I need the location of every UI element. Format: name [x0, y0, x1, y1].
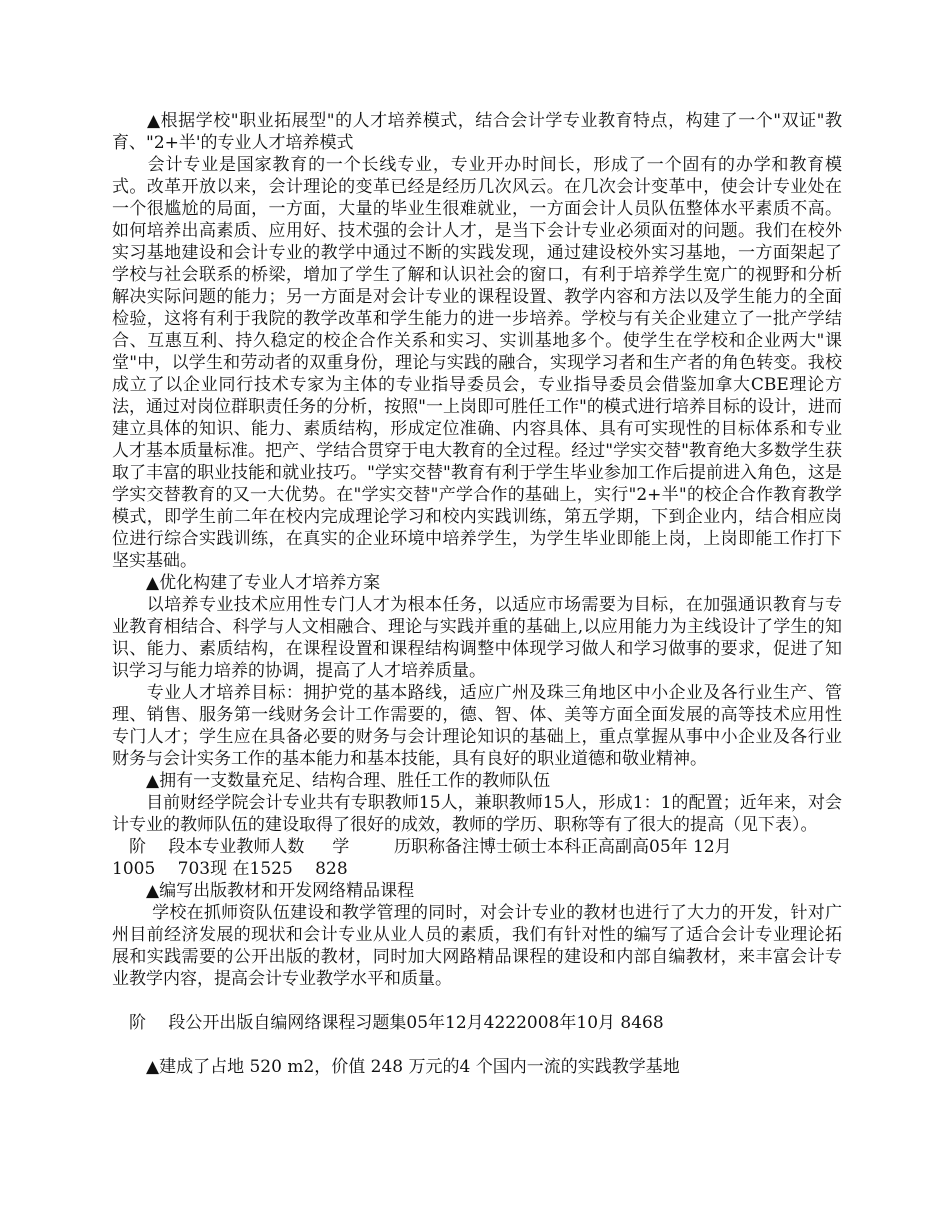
paragraph-training-plan: 以培养专业技术应用性专门人才为根本任务，以适应市场需要为目标，在加强通识教育与专业教育相结合、科学与人文相融合、理论与实践并重的基础上,以应用能力为主线设计了学生的知识、能力、素质结构，在课程设置和课程结构调整中体现学习做人和学习做事的要求，促进了知识学习与能力培养的协调，提高了人才培养质量。: [112, 595, 842, 681]
heading-training-plan: ▲优化构建了专业人才培养方案: [112, 573, 381, 593]
teacher-table-values-line: 1005 703现 在1525 828: [112, 859, 348, 879]
paragraph-teacher-team: 目前财经学院会计专业共有专职教师15人，兼职教师15人，形成1：1的配置；近年来，对会计专业的教师队伍的建设取得了很好的成效，教师的学历、职称等有了很大的提高（见下表）。: [112, 793, 842, 835]
spacer: [112, 990, 842, 1012]
heading-textbooks: ▲编写出版教材和开发网络精品课程: [112, 881, 415, 901]
paragraph-textbooks: 学校在抓师资队伍建设和教学管理的同时，对会计专业的教材也进行了大力的开发，针对广州目前经济发展的现状和会计专业从业人员的素质，我们有针对性的编写了适合会计专业理论拓展和实践需要的公开出版的教材，同时加大网路精品课程的建设和内部自编教材，来丰富会计专业教学内容，提高会计专业教学水平和质量。: [112, 903, 842, 989]
heading-teacher-team: ▲拥有一支数量充足、结构合理、胜任工作的教师队伍: [112, 771, 551, 791]
paragraph-accounting-major-background: 会计专业是国家教育的一个长线专业，专业开办时间长，形成了一个固有的办学和教育模式。改革开放以来，会计理论的变革已经是经历几次风云。在几次会计变革中，使会计专业处在一个很尴尬的局面，一方面，大量的毕业生很难就业，一方面会计人员队伍整体水平素质不高。如何培养出高素质、应用好、技术强的会计人才，是当下会计专业必须面对的问题。我们在校外实习基地建设和会计专业的教学中通过不断的实践发现，通过建设校外实习基地，一方面架起了学校与社会联系的桥梁，增加了学生了解和认识社会的窗口，有利于培养学生宽广的视野和分析解决实际问题的能力；另一方面是对会计专业的课程设置、教学内容和方法以及学生能力的全面检验，这将有利于我院的教学改革和学生能力的进一步培养。学校与有关企业建立了一批产学结合、互惠互利、持久稳定的校企合作关系和实习、实训基地多个。使学生在学校和企业两大"课堂"中，以学生和劳动者的双重身份，理论与实践的融合，实现学习者和生产者的角色转变。我校成立了以企业同行技术专家为主体的专业指导委员会，专业指导委员会借鉴加拿大CBE理论方法，通过对岗位群职责任务的分析，按照"一上岗即可胜任工作"的模式进行培养目标的设计，进而建立具体的知识、能力、素质结构，形成定位准确、内容具体、具有可实现性的目标体系和专业人才基本质量标准。把产、学结合贯穿于电大教育的全过程。经过"学实交替"教育绝大多数学生获取了丰富的职业技能和就业技巧。"学实交替"教育有利于学生毕业参加工作后提前进入角色，这是学实交替教育的又一大优势。在"学实交替"产学合作的基础上，实行"2+半"的校企合作教育教学模式，即学生前二年在校内完成理论学习和校内实践训练，第五学期，下到企业内，结合相应岗位进行综合实践训练，在真实的企业环境中培养学生，为学生毕业即能上岗，上岗即能工作打下坚实基础。: [112, 155, 842, 571]
paragraph-training-goal: 专业人才培养目标：拥护党的基本路线，适应广州及珠三角地区中小企业及各行业生产、管理、销售、服务第一线财务会计工作需要的，德、智、体、美等方面全面发展的高等技术应用性专门人才；学生应在具备必要的财务与会计理论知识的基础上，重点掌握从事中小企业及各行业财务与会计实务工作的基本能力和基本技能，具有良好的职业道德和敬业精神。: [112, 683, 842, 769]
heading-dual-certificate-model: ▲根据学校"职业拓展型"的人才培养模式，结合会计学专业教育特点，构建了一个"双证"教育、"2+半'的专业人才培养模式: [112, 111, 842, 153]
textbook-table-line: 阶 段公开出版自编网络课程习题集05年12月4222008年10月 8468: [112, 1013, 664, 1033]
teacher-table-header-line: 阶 段本专业教师人数 学 历职称备注博士硕士本科正高副高05年 12月: [112, 837, 732, 857]
spacer: [112, 1034, 842, 1056]
heading-practice-bases: ▲建成了占地 520 m2，价值 248 万元的4 个国内一流的实践教学基地: [112, 1057, 680, 1077]
